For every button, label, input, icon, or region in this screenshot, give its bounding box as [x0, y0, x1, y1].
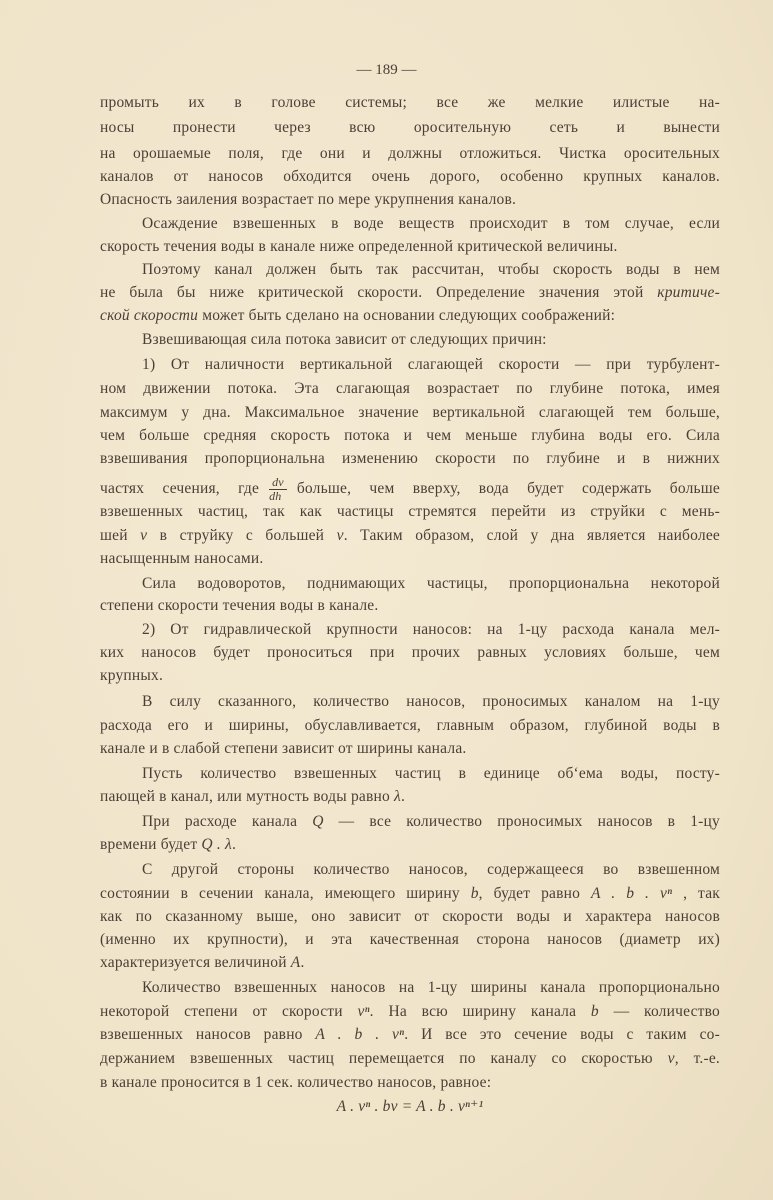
text-line [100, 787, 720, 807]
text-segment: крупных. [100, 667, 164, 684]
text-line [142, 355, 720, 375]
text-line [100, 907, 720, 927]
text-segment: 2) От гидравлической крупности наносов: на 1-цу расхода канала мел- [142, 621, 720, 638]
text-line [100, 449, 720, 469]
text-segment: взвешенных наносов равно [100, 1026, 316, 1043]
text-line [142, 620, 720, 640]
text-line [100, 93, 720, 113]
text-segment: чем больше средняя скорость потока и чем меньше глубина воды его. Сила [100, 427, 720, 444]
math-text: λ [394, 788, 401, 805]
text-line [100, 502, 720, 522]
text-segment: в канале проносится в 1 сек. количество наносов, равное: [100, 1074, 492, 1091]
text-line [100, 716, 720, 736]
text-line [100, 475, 720, 503]
text-segment: Опасность заиления возрастает по мере укрупнения каналов. [100, 191, 517, 208]
text-segment: не была бы ниже критической скорости. Определение значения этой [100, 284, 658, 301]
text-line [100, 666, 720, 686]
text-line [100, 306, 720, 326]
text-segment: как по сказанному выше, оно зависит от скорости воды и характера наносов [100, 908, 720, 925]
text-line [100, 884, 720, 904]
text-segment: Взвешивающая сила потока зависит от следующих причин: [142, 331, 547, 348]
text-segment: С другой стороны количество наносов, содержащееся во взвешенном [142, 861, 720, 878]
text-segment: больше, чем вверху, вода будет содержать больше [296, 480, 720, 498]
text-segment: . [400, 788, 406, 805]
text-segment: При расходе канала [142, 813, 313, 830]
text-segment: пающей в канал, или мутность воды равно [100, 788, 395, 805]
text-segment: Поэтому канал должен быть так рассчитан, чтобы скорость воды в нем [142, 261, 720, 278]
text-segment: . [231, 836, 237, 853]
text-segment: Количество взвешенных наносов на 1-цу ширины канала пропорционально [142, 979, 720, 996]
text-line [100, 379, 720, 399]
text-segment: канале и в слабой степени зависит от ширины канала. [100, 740, 467, 757]
page-number: — 189 — [356, 62, 417, 78]
text-segment: ких наносов будет проноситься при прочих равных условиях больше, чем [100, 644, 720, 661]
text-segment: характеризуется величиной [100, 954, 291, 971]
text-segment: , так [672, 885, 721, 902]
text-line [100, 953, 720, 973]
text-segment: максимум у дна. Максимальное значение вертикальной слагающей тем больше, [100, 404, 720, 421]
text-segment: В силу сказанного, количество наносов, проносимых каналом на 1-цу [142, 693, 720, 710]
text-segment: частях сечения, где [100, 480, 260, 498]
text-segment: (именно их крупности), и эта качественная сторона наносов (диаметр их) [100, 931, 720, 948]
text-segment: времени будет [100, 836, 202, 853]
text-segment: Пусть количество взвешенных частиц в единице об‘ема воды, посту- [142, 765, 720, 782]
text-segment: носы пронести через всю оросительную сеть и вынести [100, 119, 720, 136]
math-text: v [667, 1050, 675, 1067]
text-line [100, 1073, 720, 1093]
math-text: b [470, 885, 479, 902]
text-segment: на орошаемые поля, где они и должны отложиться. Чистка оросительных [100, 145, 720, 162]
text-segment: . И все это сечение воды с таким со- [404, 1026, 720, 1043]
text-segment: . Таким образом, слой у дна является наиболее [343, 527, 720, 544]
fraction-numerator: dv [269, 476, 287, 490]
text-segment: может быть сделано на основании следующих соображений: [198, 307, 616, 324]
text-line [142, 260, 720, 280]
text-segment: Осаждение взвешенных в воде веществ происходит в том случае, если [142, 215, 720, 232]
text-segment: 1) От наличности вертикальной слагающей скорости — при турбулент- [142, 356, 720, 373]
math-text: A . b . vⁿ [590, 885, 673, 902]
text-segment: промыть их в голове системы; все же мелкие илистые на- [100, 94, 720, 111]
text-segment: каналов от наносов обходится очень дорого, особенно крупных каналов. [100, 168, 720, 185]
text-line [142, 978, 720, 998]
text-segment: в струйку с большей [147, 527, 337, 544]
text-segment: расхода его и ширины, обуславливается, главным образом, глубиной воды в [100, 717, 720, 734]
text-segment: состоянии в сечении канала, имеющего ширину [100, 885, 471, 902]
text-line [100, 526, 720, 546]
text-segment: насыщенным наносами. [100, 550, 264, 567]
text-line [142, 574, 720, 594]
text-line [100, 144, 720, 164]
text-segment: скорость течения воды в канале ниже определенной критической величины. [100, 238, 618, 255]
text-line [100, 283, 720, 303]
text-line [142, 214, 720, 234]
text-segment: степени скорости течения воды в канале. [100, 597, 379, 614]
text-line [100, 835, 720, 855]
text-line [100, 1002, 720, 1022]
text-segment: . На всю ширину канала [369, 1003, 591, 1020]
text-line [100, 190, 720, 210]
text-line [100, 643, 720, 663]
fraction-denominator: dh [269, 489, 282, 503]
math-text: b [590, 1003, 599, 1020]
math-text: Q . λ [201, 836, 232, 853]
text-segment: Сила водоворотов, поднимающих частицы, пропорциональна некоторой [142, 575, 720, 592]
text-segment: взвешивания пропорциональна изменению скорости по глубине и в нижних [100, 450, 720, 467]
math-text: v [140, 527, 148, 544]
math-text: A . vⁿ . bv = A . b . vⁿ⁺¹ [336, 1098, 484, 1115]
text-line [142, 764, 720, 784]
math-text: A . b . vⁿ [315, 1026, 405, 1043]
math-text: v [336, 527, 344, 544]
text-line [100, 167, 720, 187]
text-line [100, 596, 720, 616]
text-line [100, 1025, 720, 1045]
math-text: vⁿ [357, 1003, 370, 1020]
text-line [100, 118, 720, 138]
text-segment: , будет равно [478, 885, 591, 902]
text-line [100, 403, 720, 423]
text-line [142, 692, 720, 712]
text-line [100, 426, 720, 446]
text-segment: держанием взвешенных частиц перемещается по каналу со скоростью [100, 1050, 668, 1067]
formula-line [100, 1097, 720, 1117]
math-text: ской скорости [100, 307, 199, 324]
text-line [142, 860, 720, 880]
text-segment: некоторой степени от скорости [100, 1003, 358, 1020]
text-line [100, 739, 720, 759]
text-line [100, 549, 720, 569]
text-segment: — все количество проносимых наносов в 1-цу [323, 813, 720, 830]
text-line [100, 1049, 720, 1069]
text-segment: — количество [598, 1003, 720, 1020]
text-line [142, 330, 720, 350]
text-line [100, 237, 720, 257]
math-text: A [290, 954, 301, 971]
text-segment: , т.-е. [674, 1050, 720, 1067]
text-line [100, 930, 720, 950]
text-segment: шей [100, 527, 141, 544]
text-segment: взвешенных частиц, так как частицы стремятся перейти из струйки с мень- [100, 503, 720, 520]
text-segment: . [300, 954, 305, 971]
math-text: Q [312, 813, 324, 830]
text-segment: ном движении потока. Эта слагающая возрастает по глубине потока, имея [100, 380, 720, 397]
text-line [142, 812, 720, 832]
fraction [269, 476, 287, 503]
math-text: критиче- [657, 284, 720, 301]
